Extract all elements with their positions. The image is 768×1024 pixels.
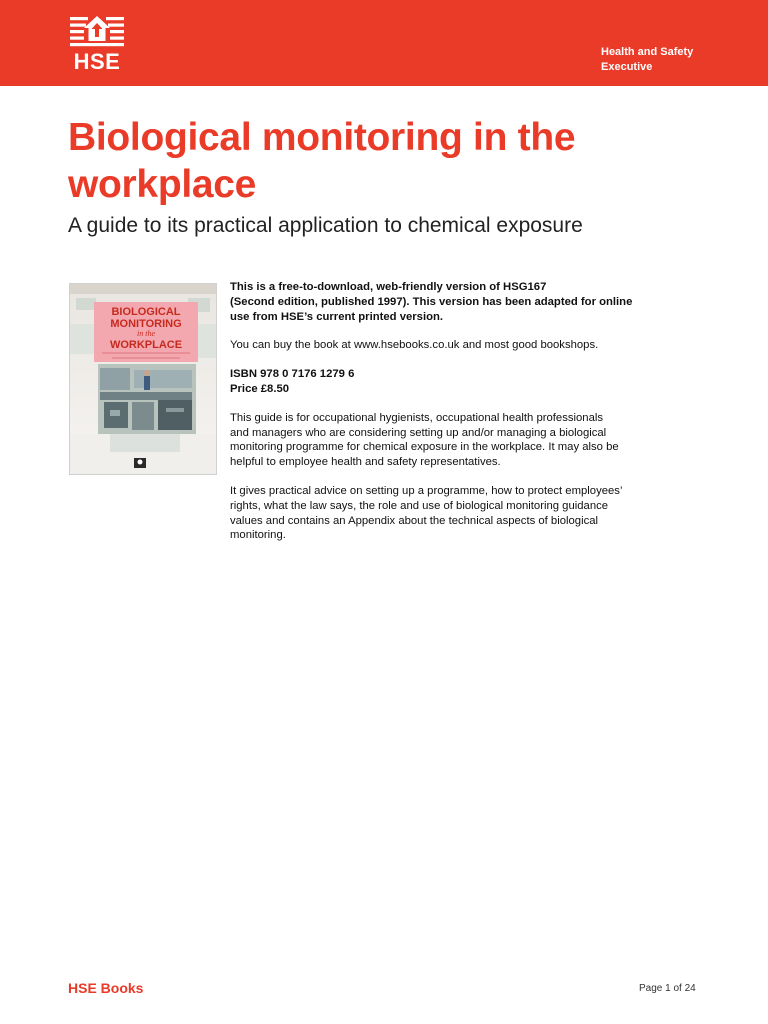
header-bar — [0, 0, 768, 86]
svg-text:in the: in the — [137, 329, 155, 338]
footer-brand: HSE Books — [68, 980, 144, 996]
book-cover-image — [69, 283, 217, 475]
price: Price £8.50 — [230, 382, 290, 395]
org-name-line-1: Health and Safety — [601, 46, 694, 58]
hse-house-logo-icon — [68, 15, 126, 51]
audience-line-4: helpful to employee health and safety representatives. — [230, 456, 501, 469]
advice-line-4: monitoring. — [230, 529, 286, 542]
advice-line-2: rights, what the law says, the role and use of biological monitoring guidance — [230, 499, 609, 512]
audience-paragraph — [230, 411, 710, 470]
advice-line-1: It gives practical advice on setting up a programme, how to protect employees’ — [230, 484, 623, 497]
organisation-name — [601, 45, 693, 75]
document-subtitle: A guide to its practical application to chemical exposure — [68, 214, 583, 237]
advice-line-3: values and contains an Appendix about the technical aspects of biological — [230, 514, 599, 527]
isbn-price — [230, 367, 710, 397]
page-number: Page 1 of 24 — [639, 983, 696, 994]
audience-line-1: This guide is for occupational hygienists, occupational health professionals — [230, 411, 604, 424]
intro-text — [230, 280, 710, 557]
intro-line-1: This is a free-to-download, web-friendly version of HSG167 — [230, 281, 547, 293]
isbn: ISBN 978 0 7176 1279 6 — [230, 368, 355, 381]
svg-text:BIOLOGICAL: BIOLOGICAL — [111, 306, 181, 318]
cover-title — [110, 306, 182, 351]
intro-line-3: use from HSE’s current printed version. — [230, 310, 444, 323]
cover-illustration — [70, 284, 216, 474]
intro-line-2: (Second edition, published 1997). This version has been adapted for online — [230, 295, 633, 308]
svg-text:MONITORING: MONITORING — [110, 318, 182, 330]
audience-line-2: and managers who are considering setting up and/or managing a biological — [230, 426, 607, 439]
document-title: Biological monitoring in the workplace — [68, 116, 576, 206]
logo-text: HSE — [73, 49, 121, 74]
intro-paragraph — [230, 280, 710, 324]
svg-text:WORKPLACE: WORKPLACE — [109, 339, 183, 351]
advice-paragraph — [230, 484, 710, 543]
hse-logo[interactable] — [68, 15, 126, 74]
buy-paragraph: You can buy the book at www.hsebooks.co.uk and most good bookshops. — [230, 339, 599, 352]
org-name-line-2: Executive — [601, 61, 653, 73]
audience-line-3: monitoring programme for chemical exposure in the workplace. It may also be — [230, 441, 619, 454]
